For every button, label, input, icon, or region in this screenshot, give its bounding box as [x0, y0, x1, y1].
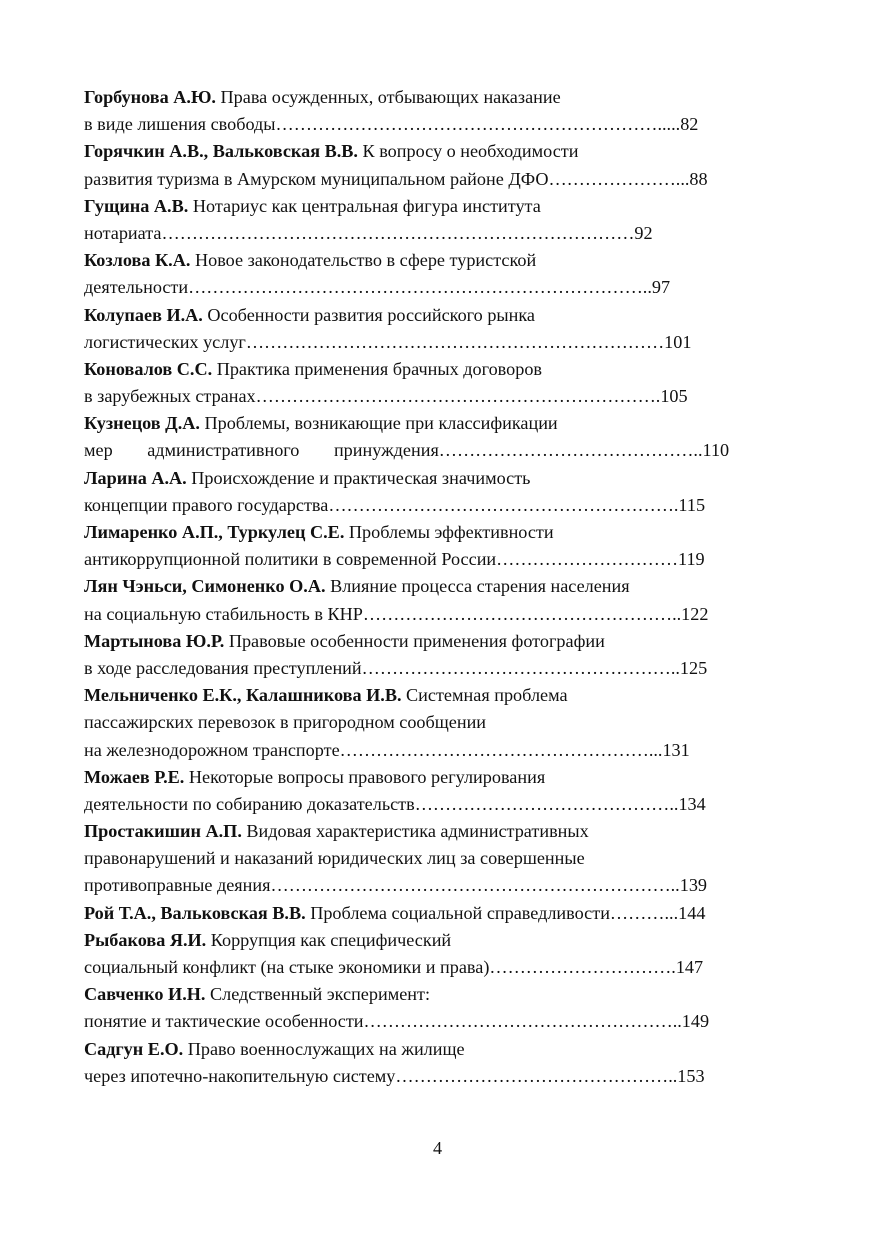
toc-entry-title: К вопросу о необходимости: [357, 141, 579, 162]
toc-entry-continuation-line: развития туризма в Амурском муниципальном районе ДФО…………………...88: [84, 168, 708, 189]
toc-entry-continuation-line: нотариата……………………………………………………………………92: [84, 222, 653, 243]
toc-entry-continuation-line: противоправные деяния…………………………………………………………..139: [84, 875, 708, 896]
toc-entry-author: Можаев Р.Е.: [84, 766, 185, 787]
toc-entry-continuation-line: на социальную стабильность в КНР……………………………………………..122: [84, 603, 709, 624]
toc-entry-author: Савченко И.Н.: [84, 984, 206, 1005]
toc-entry-title-line: [84, 682, 794, 709]
toc-entry-title-line: [84, 573, 794, 600]
toc-entry-continuation-line: на железнодорожном транспорте……………………………………………...131: [84, 739, 690, 760]
toc-entry-continuation-line: логистических услуг……………………………………………………………101: [84, 331, 692, 352]
toc-entry-author: Мартынова Ю.Р.: [84, 630, 225, 651]
toc-entry-title-line: [84, 356, 794, 383]
toc-entry-title-line: [84, 818, 794, 845]
toc-entry-title: Происхождение и практическая значимость: [186, 467, 531, 488]
toc-entry-author: Коновалов С.С.: [84, 358, 213, 379]
toc-entry-title: Системная проблема: [401, 685, 568, 706]
toc-entry-title-line: [84, 193, 794, 220]
toc-entry-title: Права осужденных, отбывающих наказание: [215, 87, 561, 107]
toc-entry-title-line: [84, 410, 794, 437]
toc-entry-author: Лимаренко А.П., Туркулец С.Е.: [84, 522, 345, 542]
toc-entry-author: Рыбакова Я.И.: [84, 929, 207, 950]
toc-entry-continuation-line: [84, 437, 794, 464]
toc-entry-title: Новое законодательство в сфере туристской: [190, 250, 537, 271]
toc-entry-title-line: [84, 465, 794, 492]
toc-entry-continuation-line: правонарушений и наказаний юридических лиц за совершенные: [84, 848, 585, 869]
toc-entry-continuation-text: мер административного принуждения……………………………………..110: [84, 440, 730, 461]
toc-entry-author: Ларина А.А.: [84, 467, 187, 488]
toc-entry-continuation-line: в ходе расследования преступлений……………………………………………..125: [84, 657, 708, 678]
toc-entry-title: Следственный эксперимент:: [205, 984, 431, 1005]
toc-entry-author: Лян Чэньси, Симоненко О.А.: [84, 576, 326, 597]
toc-entry-continuation-line: деятельности…………………………………………………………………..97: [84, 277, 671, 298]
toc-entry-title: Практика применения брачных договоров: [212, 358, 542, 379]
toc-entry-author: Рой Т.А., Вальковская В.В.: [84, 902, 306, 923]
toc-entry-title: Проблема социальной справедливости………...144: [305, 902, 706, 923]
table-of-contents: [84, 84, 794, 1090]
toc-entry-title: Правовые особенности применения фотографии: [224, 630, 605, 651]
toc-entry-author: Горячкин А.В., Вальковская В.В.: [84, 141, 358, 162]
toc-entry-continuation-line: социальный конфликт (на стыке экономики и права)………………………….147: [84, 957, 704, 977]
toc-entry-title: Коррупция как специфический: [206, 929, 452, 950]
toc-entry-title-line: [84, 1036, 794, 1063]
toc-entry-title-line: [84, 764, 794, 791]
toc-entry-author: Колупаев И.А.: [84, 304, 203, 325]
toc-entry-continuation-line: понятие и тактические особенности……………………………………………..149: [84, 1011, 710, 1032]
toc-entry-author: Козлова К.А.: [84, 250, 191, 271]
toc-entry-author: Мельниченко Е.К., Калашникова И.В.: [84, 685, 402, 706]
toc-entry-author: Горбунова А.Ю.: [84, 87, 216, 107]
page-number: 4: [432, 1138, 443, 1158]
toc-entry-title-line: [84, 84, 794, 111]
toc-entry-title: Некоторые вопросы правового регулирования: [184, 766, 546, 787]
toc-entry-author: Гущина А.В.: [84, 195, 189, 216]
toc-entry-title: Особенности развития российского рынка: [202, 304, 535, 325]
toc-entry-title: Проблемы, возникающие при классификации: [199, 413, 558, 434]
toc-entry-continuation-line: антикоррупционной политики в современной России…………………………119: [84, 549, 705, 570]
toc-entry-continuation-line: деятельности по собиранию доказательств……………………………………..134: [84, 793, 706, 814]
toc-entry-author: Кузнецов Д.А.: [84, 413, 200, 434]
toc-entry-title-line: [84, 927, 794, 954]
toc-entry-title-line: [84, 302, 794, 329]
toc-entry-title-line: [84, 519, 794, 546]
toc-entry-title-line: [84, 138, 794, 165]
toc-entry-continuation-line: пассажирских перевозок в пригородном сообщении: [84, 712, 487, 733]
toc-entry-title-line: [84, 900, 794, 927]
toc-entry-title-line: [84, 981, 794, 1008]
toc-entry-title: Проблемы эффективности: [344, 522, 554, 542]
toc-entry-continuation-line: концепции правого государства………………………………………………….115: [84, 494, 706, 515]
toc-entry-title: Нотариус как центральная фигура института: [188, 195, 541, 216]
toc-entry-title-line: [84, 247, 794, 274]
toc-entry-continuation-line: через ипотечно-накопительную систему………………………………………..153: [84, 1065, 705, 1086]
toc-entry-continuation-line: в зарубежных странах………………………………………………………….105: [84, 386, 688, 407]
toc-entry-author: Простакишин А.П.: [84, 821, 242, 842]
toc-entry-continuation-line: в виде лишения свободы……………………………………………………….....82: [84, 114, 699, 135]
toc-entry-title: Видовая характеристика административных: [241, 821, 589, 842]
toc-entry-title: Право военнослужащих на жилище: [183, 1038, 465, 1059]
toc-entry-author: Садгун Е.О.: [84, 1038, 184, 1059]
toc-entry-title-line: [84, 628, 794, 655]
toc-entry-title: Влияние процесса старения населения: [325, 576, 630, 597]
